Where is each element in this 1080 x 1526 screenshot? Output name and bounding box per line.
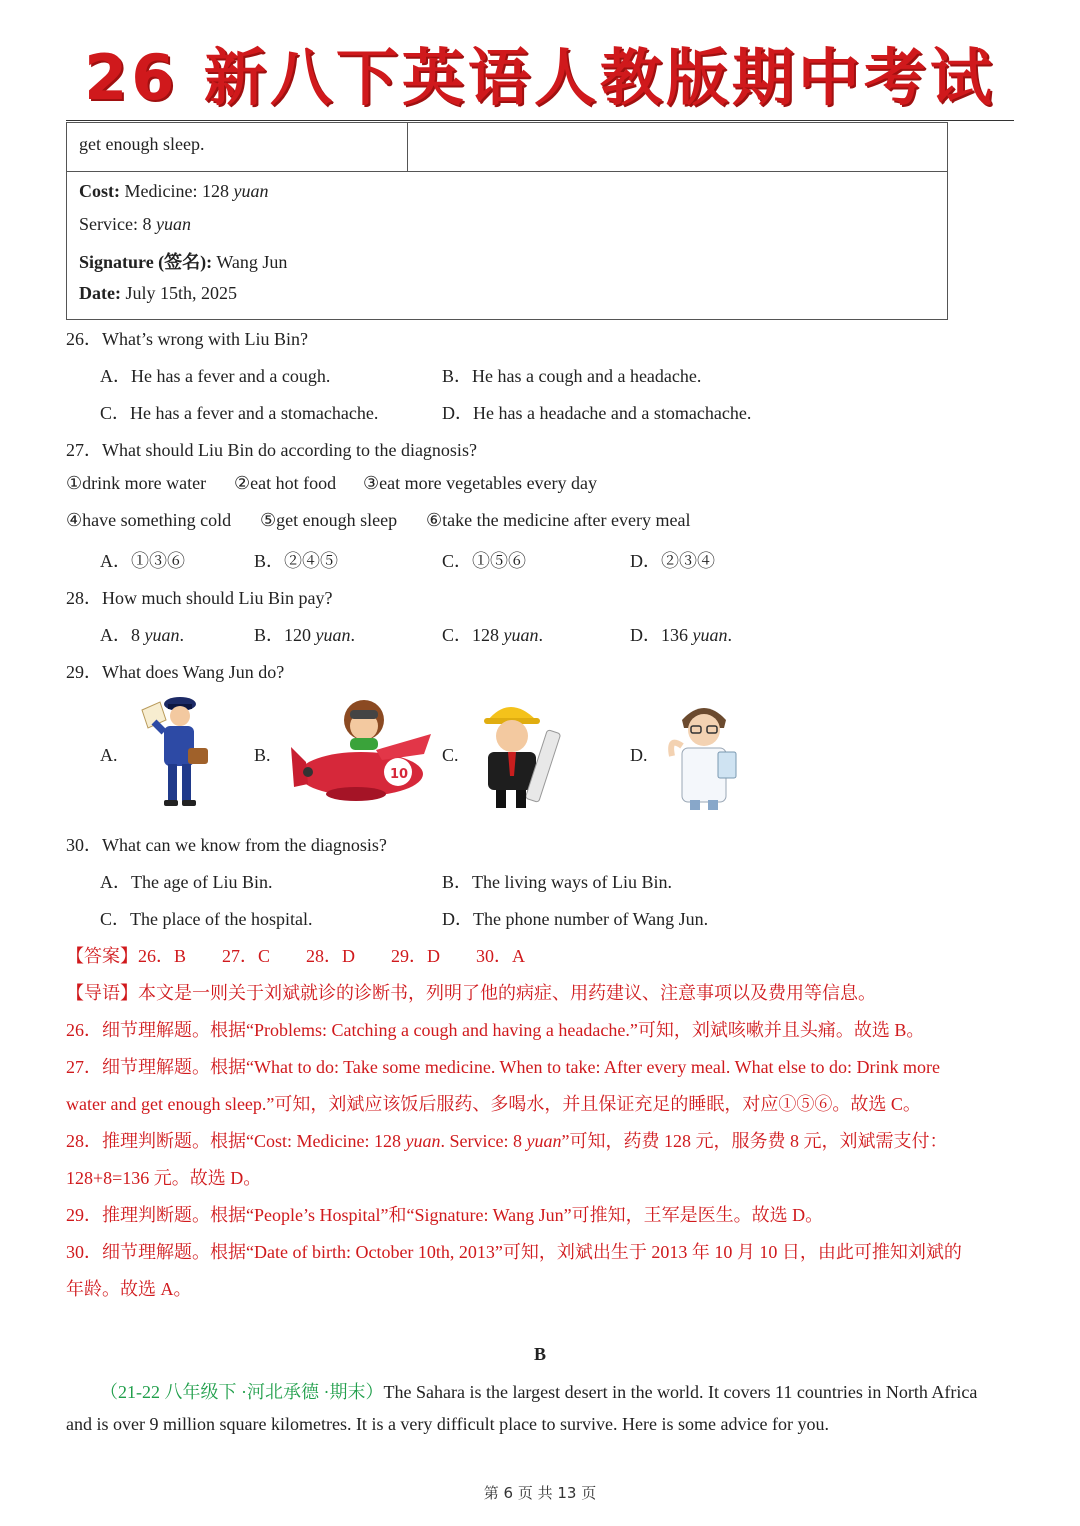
q28-stem: 28．How much should Liu Bin pay? [66, 588, 333, 608]
section-b-paragraph-line1: （21-22 八年级下 ·河北承德 ·期末）The Sahara is the largest desert in the world. It covers 11 countries in North Africa [100, 1382, 978, 1402]
q27-option-b: B．②④⑤ [254, 551, 339, 571]
q27-choice-6: ⑥take the medicine after every meal [426, 510, 691, 530]
q27-option-c: C．①⑤⑥ [442, 551, 527, 571]
q29-stem: 29．What does Wang Jun do? [66, 662, 285, 682]
q29-option-c: C. [442, 745, 459, 765]
q27-choice-2: ②eat hot food [234, 473, 337, 493]
q30-option-b: B．The living ways of Liu Bin. [442, 872, 672, 892]
explanation-26: 26．细节理解题。根据“Problems: Catching a cough and having a headache.”可知，刘斌咳嗽并且头痛。故选 B。 [66, 1020, 925, 1040]
q28-option-d: D．136 yuan. [630, 625, 732, 645]
doctor-picture [664, 696, 746, 814]
q27-option-d: D．②③④ [630, 551, 715, 571]
explanation-30-line2: 年龄。故选 A。 [66, 1279, 192, 1299]
diagnosis-table [66, 122, 948, 320]
explanation-30-line1: 30．细节理解题。根据“Date of birth: October 10th, 2013”可知，刘斌出生于 2013 年 10 月 10 日，由此可推知刘斌的 [66, 1242, 962, 1262]
construction-worker-picture [474, 692, 566, 814]
explanation-28-line2: 128+8=136 元。故选 D。 [66, 1168, 262, 1188]
q30-option-a: A．The age of Liu Bin. [100, 872, 273, 892]
q28-option-a: A．8 yuan. [100, 625, 184, 645]
q29-option-a: A. [100, 745, 118, 765]
q26-option-b: B．He has a cough and a headache. [442, 366, 702, 386]
q27-choice-1: ①drink more water [66, 473, 207, 493]
table-row [67, 123, 947, 172]
q30-option-d: D．The phone number of Wang Jun. [442, 909, 709, 929]
exam-banner-title: 26 新八下英语人教版期中考试 [84, 41, 996, 114]
q29-option-d: D. [630, 745, 648, 765]
page-number-footer: 第 6 页 共 13 页 [483, 1484, 597, 1502]
q28-option-b: B．120 yuan. [254, 625, 356, 645]
section-b-source: （21-22 八年级下 ·河北承德 ·期末） [100, 1382, 384, 1402]
plane-number-label: 10 [390, 767, 409, 782]
explanation-29: 29．推理判断题。根据“People’s Hospital”和“Signature: Wang Jun”可推知，王军是医生。故选 D。 [66, 1205, 824, 1225]
q27-option-a: A．①③⑥ [100, 551, 185, 571]
explanation-28-line1: 28．推理判断题。根据“Cost: Medicine: 128 yuan. Service: 8 yuan”可知，药费 128 元，服务费 8 元，刘斌需支付： [66, 1131, 948, 1151]
signature-line: Signature (签名): Wang Jun [79, 252, 288, 272]
table-cell-left [67, 123, 408, 171]
q28-option-c: C．128 yuan. [442, 625, 544, 645]
cost-line: Cost: Medicine: 128 yuan [79, 181, 269, 201]
section-b-heading: B [534, 1344, 547, 1364]
explanation-27-line2: water and get enough sleep.”可知，刘斌应该饭后服药、多喝水，并且保证充足的睡眠，对应①⑤⑥。故选 C。 [66, 1094, 921, 1114]
q30-stem: 30．What can we know from the diagnosis? [66, 835, 387, 855]
q26-option-c: C．He has a fever and a stomachache. [100, 403, 379, 423]
q27-choice-3: ③eat more vegetables every day [363, 473, 598, 493]
service-line: Service: 8 yuan [79, 214, 191, 234]
answer-key-line: 【答案】26．B 27．C 28．D 29．D 30．A [66, 946, 526, 966]
section-b-paragraph-line2: and is over 9 million square kilometres. It is a very difficult place to survive. Here is some advice for you. [66, 1414, 829, 1434]
intro-explanation: 【导语】本文是一则关于刘斌就诊的诊断书，列明了他的病症、用药建议、注意事项以及费用等信息。 [66, 983, 876, 1003]
explanation-27-line1: 27．细节理解题。根据“What to do: Take some medicine. When to take: After every meal. What else to do: Drink more [66, 1057, 941, 1077]
postman-picture [132, 692, 218, 814]
q30-option-c: C．The place of the hospital. [100, 909, 313, 929]
q27-stem: 27．What should Liu Bin do according to the diagnosis? [66, 440, 477, 460]
pilot-plane-picture [286, 692, 436, 814]
q27-choice-4: ④have something cold [66, 510, 232, 530]
q29-option-b: B. [254, 745, 271, 765]
q27-choice-5: ⑤get enough sleep [260, 510, 398, 530]
q26-option-d: D．He has a headache and a stomachache. [442, 403, 752, 423]
header-rule [66, 120, 1014, 121]
date-line: Date: July 15th, 2025 [79, 283, 237, 303]
q26-option-a: A．He has a fever and a cough. [100, 366, 331, 386]
cell-text: get enough sleep. [79, 134, 205, 154]
q26-stem: 26．What’s wrong with Liu Bin? [66, 329, 308, 349]
